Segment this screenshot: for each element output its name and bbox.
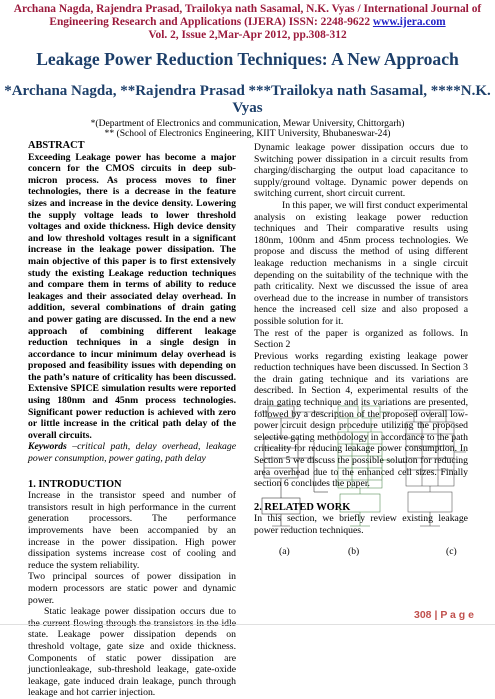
- journal-header-line3: Vol. 2, Issue 2,Mar-Apr 2012, pp.308-312: [148, 29, 347, 41]
- intro-paragraph-3: Static leakage power dissipation occurs due to state. Leakage power dissipation depends on threshold voltage, gate size and oxide thickness. Components of static power dissipation are junctionleakage, sub-threshold leakage, gate-oxide leakage, gate induced drain leakage, punch through leakage and hot carrier injection.: [28, 606, 236, 699]
- journal-header-line1: Archana Nagda, Rajendra Prasad, Trailokya nath Sasamal, N.K. Vyas / International Journal of: [13, 3, 482, 15]
- keywords-text: –critical path, delay overhead, leakage power consumption, power gating, path delay: [28, 441, 236, 465]
- paper-authors: *Archana Nagda, **Rajendra Prasad ***Trailokya nath Sasamal, ****N.K. Vyas: [4, 83, 491, 116]
- right-paragraph-1: Dynamic leakage power dissipation occurs due to Switching power dissipation in a circuit results from charging/discharging the output load capacitance to supply/ground voltage. Dynamic power depends on switching current, short circuit current.: [254, 142, 468, 200]
- paper-title: Leakage Power Reduction Techniques: A New Approach: [36, 49, 459, 69]
- journal-issn-text: Engineering Research and Applications (IJERA) ISSN: 2248-9622: [49, 16, 373, 28]
- abstract-body: Exceeding Leakage power has become a major concern for the CMOS circuits in deep sub-micron process. As process moves to finer technologies, there is a decrease in the feature sizes and increase in the device density. Lowering the supply voltage leads to lower threshold voltages and oxide thickness. High device density and low threshold voltages result in a significant increase in the leakage power dissipation. The main objective of this paper is to first extensively study the existing Leakage reduction techniques and compare them in terms of ability to reduce leakages and their associated delay overhead. In addition, several combinations of drain gating and power gating are discussed. In the end a new approach of combining different leakage reduction techniques in a single design in accordance to incur minimum delay overhead is proposed and feasibility issues with depending on the path’s nature of criticality has been discussed. Extensive SPICE simulation results were reported using 180nm and 45nm process technologies. Significant power reduction is achieved with zero or little increase in the critical path delay of the overall circuits.: [28, 151, 236, 441]
- schematic-c: [398, 410, 466, 526]
- related-work-text: In this section, we briefly review existing leakage power reduction techniques.: [254, 513, 468, 536]
- schematic-b: [334, 406, 394, 526]
- page-label: P a g e: [440, 609, 474, 621]
- page-separator: |: [431, 609, 441, 621]
- intro-paragraph-2: Two principal sources of power dissipation in modern processors are static power and dynamic power.: [28, 571, 236, 606]
- circuit-schematics: [254, 402, 468, 540]
- figure-caption-c: (c): [446, 546, 457, 557]
- figure-caption-a: (a): [279, 546, 290, 557]
- keywords: [28, 441, 236, 464]
- affiliation-2: ** (School of Electronics Engineering, KIIT University, Bhubaneswar-24): [104, 128, 391, 139]
- right-paragraph-2: In this paper, we will first conduct experimental analysis on existing leakage power reduction techniques and Their comparative results using 180nm, 100nm and 45nm process technologies. We propose and discuss the method of using different leakage reduction mechanisms in a single circuit depending on the suitability of the technique with the path criticality. Next we discussed the issue of area overhead due to the increase in number of transistors hence the increased cell size and also proposed a possible solution for it.: [254, 199, 468, 327]
- right-paragraph-4: Previous works regarding existing leakage power reduction techniques have been discussed. In Section 3 the drain gating technique and its variations are described. In Section 4, experimental results of the drain gating technique and its variations are presented, followed by a description of the proposed overall low-power circuit design procedure utilizing the proposed selective gating methodology in accordance to the path criticality for reducing leakage power consumption. In Section 5 we discuss the possible solution for reducing area overhead due to the enhanced cell sizes. Finally section 6 concludes the paper.: [254, 350, 468, 490]
- keywords-label: Keywords: [28, 441, 67, 453]
- related-work-heading: 2. RELATED WORK: [254, 501, 351, 513]
- page-number-value: 308: [414, 609, 432, 621]
- journal-website-link[interactable]: www.ijera.com: [372, 16, 446, 28]
- abstract-heading: ABSTRACT: [28, 140, 85, 151]
- affiliation-1: *(Department of Electronics and communication, Mewar University, Chittorgarh): [90, 118, 405, 129]
- introduction-heading: 1. INTRODUCTION: [28, 478, 122, 490]
- circuit-figure: [254, 402, 468, 540]
- footer-rule: [0, 624, 495, 625]
- journal-header-line2: [0, 16, 495, 29]
- page-number: [414, 609, 474, 621]
- left-column: [28, 140, 236, 699]
- right-paragraph-3: The rest of the paper is organized as follows. In Section 2: [254, 327, 468, 351]
- schematic-a: [260, 406, 328, 526]
- intro-paragraph-1: Increase in the transistor speed and number of transistors result in high performance in the current generation processors. The performance improvements have been accompanied by an increase in the power dissipation. High power dissipation systems increase cost of cooling and reduce the system reliability.: [28, 490, 236, 571]
- figure-caption-b: (b): [348, 546, 360, 557]
